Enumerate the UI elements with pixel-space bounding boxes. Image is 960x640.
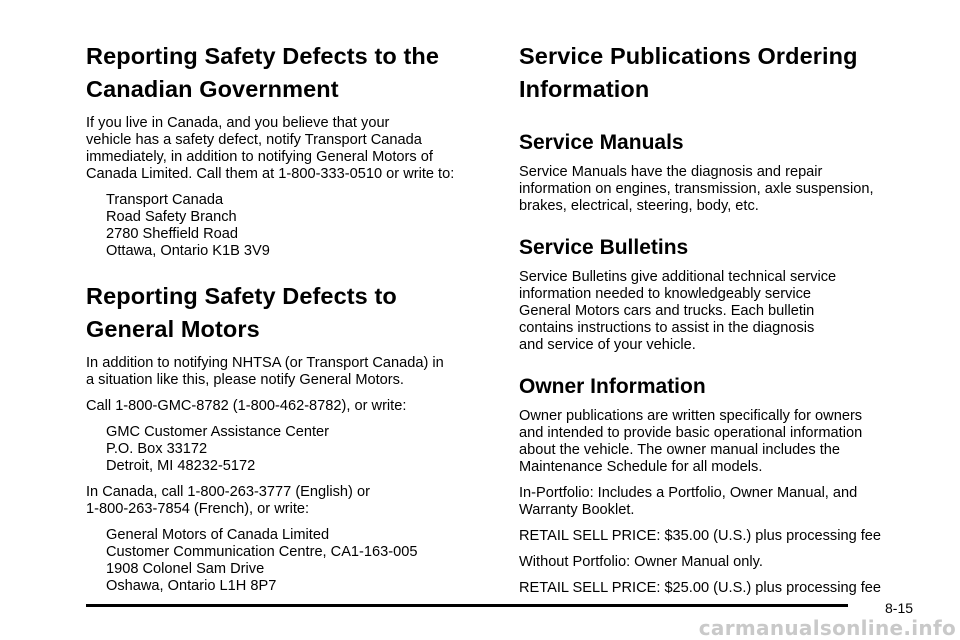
paragraph-price-portfolio: RETAIL SELL PRICE: $35.00 (U.S.) plus processing fee [519, 528, 882, 544]
footer-rule [86, 604, 848, 607]
address-line: General Motors of Canada Limited [106, 527, 330, 543]
heading-line: Information [519, 76, 650, 102]
text-line: brakes, electrical, steering, body, etc. [519, 198, 759, 214]
paragraph-in-portfolio [519, 485, 924, 519]
heading-service-bulletins: Service Bulletins [519, 236, 689, 259]
heading-line: Canadian Government [86, 76, 339, 102]
text-line: Maintenance Schedule for all models. [519, 459, 763, 475]
heading-general-motors [86, 280, 492, 346]
address-line: Detroit, MI 48232-5172 [106, 458, 256, 474]
address-line: Transport Canada [106, 192, 224, 208]
address-line: Oshawa, Ontario L1H 8P7 [106, 578, 277, 594]
text-line: In Canada, call 1-800-263-3777 (English) or [86, 484, 370, 500]
address-line: Road Safety Branch [106, 209, 237, 225]
right-column [519, 40, 924, 606]
heading-canadian-government [86, 40, 492, 106]
text-line: and intended to provide basic operational information [519, 425, 863, 441]
text-line: If you live in Canada, and you believe that your [86, 115, 390, 131]
text-line: Service Manuals have the diagnosis and repair [519, 164, 823, 180]
paragraph-price-no-portfolio: RETAIL SELL PRICE: $25.00 (U.S.) plus processing fee [519, 580, 882, 596]
text-line: about the vehicle. The owner manual includes the [519, 442, 840, 458]
paragraph-gm-call: Call 1-800-GMC-8782 (1-800-462-8782), or write: [86, 398, 407, 414]
text-line: Canada Limited. Call them at 1-800-333-0510 or write to: [86, 166, 455, 182]
paragraph-service-bulletins [519, 269, 924, 354]
heading-service-manuals: Service Manuals [519, 131, 684, 154]
text-line: immediately, in addition to notifying General Motors of [86, 149, 433, 165]
address-transport-canada [106, 192, 492, 260]
address-line: GMC Customer Assistance Center [106, 424, 330, 440]
text-line: vehicle has a safety defect, notify Transport Canada [86, 132, 422, 148]
text-line: Service Bulletins give additional technical service [519, 269, 837, 285]
text-line: Warranty Booklet. [519, 502, 635, 518]
heading-line: Service Publications Ordering [519, 43, 858, 69]
address-line: P.O. Box 33172 [106, 441, 208, 457]
paragraph-owner-info [519, 408, 924, 476]
text-line: In addition to notifying NHTSA (or Transport Canada) in [86, 355, 444, 371]
watermark: carmanualsonline.info [698, 616, 956, 640]
paragraph-service-manuals [519, 164, 924, 215]
text-line: General Motors cars and trucks. Each bulletin [519, 303, 815, 319]
text-line: contains instructions to assist in the diagnosis [519, 320, 815, 336]
address-gmc-assistance [106, 424, 492, 475]
left-column [86, 40, 492, 604]
paragraph-canada-intro [86, 115, 492, 183]
heading-line: General Motors [86, 316, 260, 342]
address-gm-canada [106, 527, 492, 595]
heading-owner-information: Owner Information [519, 375, 706, 398]
page-number: 8-15 [885, 600, 914, 616]
paragraph-gm-intro [86, 355, 492, 389]
text-line: In-Portfolio: Includes a Portfolio, Owner Manual, and [519, 485, 858, 501]
address-line: 1908 Colonel Sam Drive [106, 561, 265, 577]
heading-line: Reporting Safety Defects to the [86, 43, 440, 69]
text-line: 1-800-263-7854 (French), or write: [86, 501, 310, 517]
paragraph-canada-call [86, 484, 492, 518]
text-line: information on engines, transmission, axle suspension, [519, 181, 874, 197]
heading-line: Reporting Safety Defects to [86, 283, 397, 309]
address-line: Customer Communication Centre, CA1-163-005 [106, 544, 418, 560]
address-line: 2780 Sheffield Road [106, 226, 238, 242]
address-line: Ottawa, Ontario K1B 3V9 [106, 243, 270, 259]
text-line: and service of your vehicle. [519, 337, 696, 353]
text-line: information needed to knowledgeably service [519, 286, 812, 302]
text-line: Owner publications are written specifically for owners [519, 408, 863, 424]
paragraph-without-portfolio: Without Portfolio: Owner Manual only. [519, 554, 763, 570]
text-line: a situation like this, please notify General Motors. [86, 372, 404, 388]
heading-service-publications [519, 40, 924, 106]
